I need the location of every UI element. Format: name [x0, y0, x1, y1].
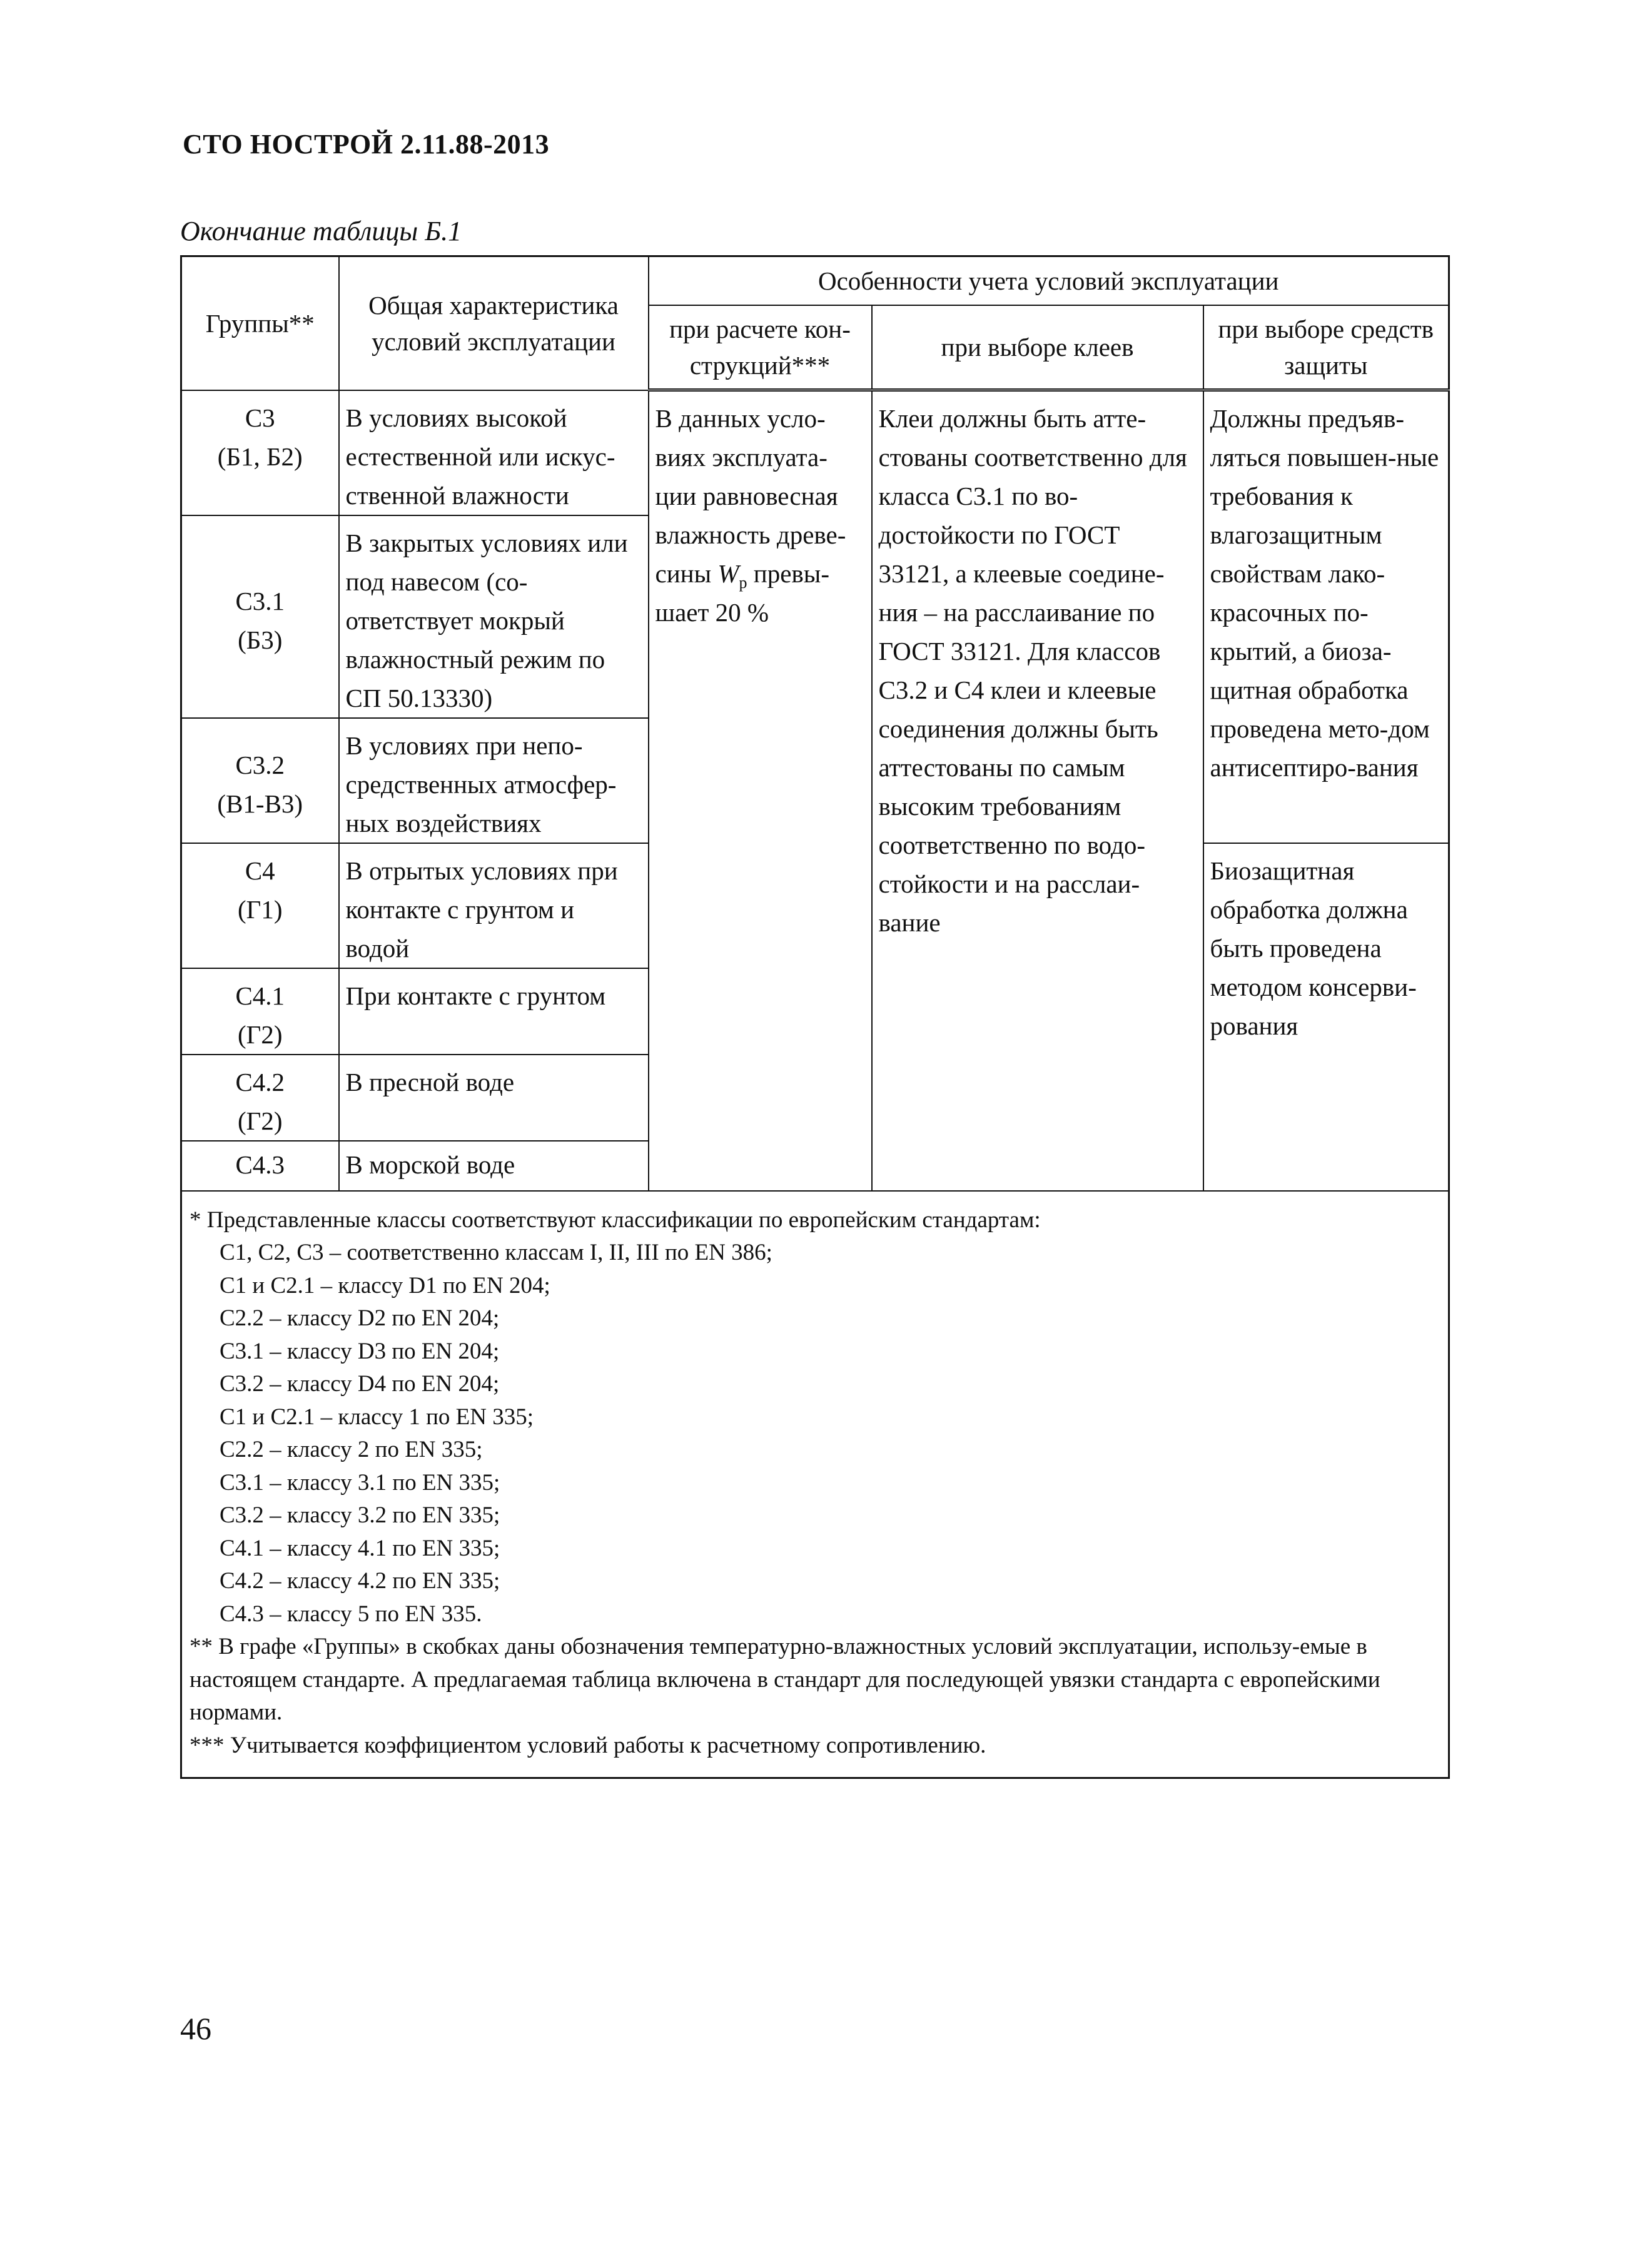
characteristic-cell: При контакте с грунтом — [339, 968, 649, 1055]
characteristic-cell: В морской воде — [339, 1141, 649, 1191]
header-calc: при расчете кон-струкций*** — [649, 305, 872, 390]
group-cell: С4 (Г1) — [181, 843, 339, 968]
note-line: С3.2 – классу D4 по EN 204; — [220, 1371, 500, 1397]
group-cell: С4.2 (Г2) — [181, 1055, 339, 1141]
note-line: С1 и С2.1 – классу D1 по EN 204; — [220, 1272, 550, 1299]
note-3: *** Учитывается коэффициентом условий работы к расчетному сопротивлению. — [190, 1732, 986, 1758]
protection-cell-b: Биозащитная обработка должна быть проведена методом консерви-рования — [1203, 843, 1449, 1191]
note-line: С3.1 – классу D3 по EN 204; — [220, 1338, 500, 1364]
header-features: Особенности учета условий эксплуатации — [649, 256, 1449, 305]
note-2: ** В графе «Группы» в скобках даны обозначения температурно-влажностных условий эксплуатации, использу-емые в настоящем стандарте. А предлагаемая таблица включена в стандарт для последующей увязки стандарта с европейскими нормами. — [190, 1634, 1380, 1725]
header-groups: Группы** — [181, 256, 339, 390]
note-line: С3.2 – классу 3.2 по EN 335; — [220, 1502, 500, 1528]
table-notes — [181, 1191, 1449, 1778]
characteristic-cell: В закрытых условиях или под навесом (со-ответствует мокрый влажностный режим по СП 50.13330) — [339, 515, 649, 718]
group-cell: С3.1 (Б3) — [181, 515, 339, 718]
table-row — [181, 390, 1449, 515]
group-cell: С4.3 — [181, 1141, 339, 1191]
group-cell: С4.1 (Г2) — [181, 968, 339, 1055]
group-cell: С3.2 (В1-В3) — [181, 718, 339, 843]
characteristic-cell: В отрытых условиях при контакте с грунтом и водой — [339, 843, 649, 968]
note-1-title: * Представленные классы соответствуют классификации по европейским стандартам: — [190, 1207, 1041, 1233]
calc-cell: В данных усло-виях эксплуата-ции равновесная влажность древе-сины $W_р$ превы-шает 20 % — [649, 390, 872, 1191]
note-line: С2.2 – классу D2 по EN 204; — [220, 1305, 500, 1331]
table-caption: Окончание таблицы Б.1 — [180, 216, 462, 246]
page-number: 46 — [180, 2011, 211, 2046]
note-line: С4.3 – классу 5 по EN 335. — [220, 1601, 482, 1627]
protection-cell-a: Должны предъяв-ляться повышен-ные требования к влагозащитным свойствам лако-красочных по-крытий, а биоза-щитная обработка проведена мето-дом антисептиро-вания — [1203, 390, 1449, 843]
note-line: С1 и С2.1 – классу 1 по EN 335; — [220, 1404, 534, 1430]
header-glue: при выборе клеев — [872, 305, 1203, 390]
header-characteristic: Общая характеристика условий эксплуатации — [339, 256, 649, 390]
note-line: С2.2 – классу 2 по EN 335; — [220, 1437, 483, 1462]
note-line: С1, С2, С3 – соответственно классам I, II, III по EN 386; — [220, 1240, 772, 1265]
note-line: С4.2 – классу 4.2 по EN 335; — [220, 1568, 500, 1594]
glue-cell: Клеи должны быть атте-стованы соответственно для класса С3.1 по во-достойкости по ГОСТ 33121, а клеевые соедине-ния – на расслаивание по ГОСТ 33121. Для классов С3.2 и С4 клеи и клеевые соединения должны быть аттестованы по самым высоким требованиям соответственно по водо-стойкости и на расслаи-вание — [872, 390, 1203, 1191]
header-protection: при выборе средств защиты — [1203, 305, 1449, 390]
table-b1 — [180, 255, 1450, 1779]
characteristic-cell: В пресной воде — [339, 1055, 649, 1141]
document-code: СТО НОСТРОЙ 2.11.88-2013 — [183, 129, 550, 159]
note-line: С3.1 – классу 3.1 по EN 335; — [220, 1469, 500, 1496]
group-cell: С3 (Б1, Б2) — [181, 390, 339, 515]
characteristic-cell: В условиях при непо-средственных атмосфер-ных воздействиях — [339, 718, 649, 843]
note-line: С4.1 – классу 4.1 по EN 335; — [220, 1535, 500, 1561]
characteristic-cell: В условиях высокой естественной или искус-ственной влажности — [339, 390, 649, 515]
